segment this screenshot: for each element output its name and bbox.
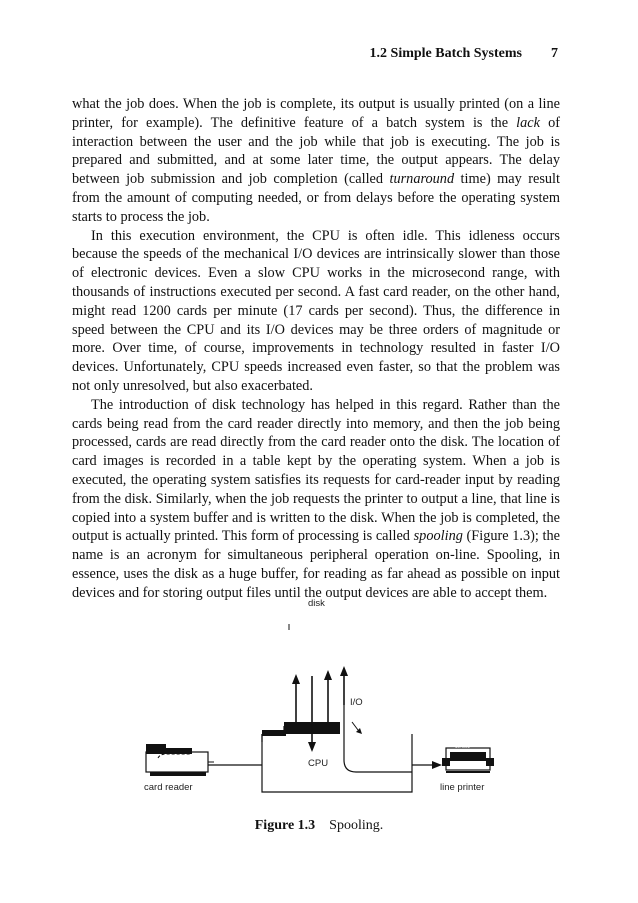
text-run: of interaction between the user and the job while that job is executing. The job is prepared and submitted, and at some later time, the output appears. The delay between job submission and job completion (called: [72, 114, 560, 188]
line-printer-icon: [442, 748, 494, 772]
text-run: what the job does. When the job is complete, its output is usually printed (on a line printer, for example). The definitive feature of a batch system is the: [72, 96, 560, 131]
caption-text: Spooling.: [329, 818, 384, 833]
arrow-up-2: [324, 670, 332, 680]
italic-term: spooling: [413, 528, 463, 545]
italic-term: turnaround: [389, 171, 455, 188]
page-number: 7: [551, 46, 558, 61]
arrow-to-printer: [432, 761, 442, 769]
text-run: (Figure 1.3); the name is an acronym for simultaneous peripheral operation on-line. Spooling, in essence, uses the disk as a huge buffer, for reading as far ahead as possible on input devices and for storing output files until the output devices are able to accept them.: [72, 528, 560, 601]
caption-number: Figure 1.3: [254, 818, 316, 833]
card-reader-label: card reader: [144, 782, 193, 793]
text-run: time) may result from the amount of computing needed, or from delays before the operating system starts to process the job.: [72, 171, 560, 225]
figure-caption: [0, 818, 638, 834]
io-label: I/O: [350, 697, 363, 708]
cpu-box: [262, 734, 412, 792]
text-run: The introduction of disk technology has helped in this regard. Rather than the cards being read from the card reader directly into memory, and then the job being processed, cards are read directly from the card reader onto the disk. The location of card images is recorded in a table kept by the operating system. When a job is executed, the operating system satisfies its requests for card-reader input by reading from the disk. Similarly, when the job requests the printer to output a line, that line is copied into a system buffer and is written to the disk. When the job is completed, the output is actually printed. This form of processing is called: [72, 396, 560, 545]
arrow-up-1: [292, 674, 300, 684]
italic-term: lack: [516, 114, 540, 131]
arrow-up-3: [340, 666, 348, 676]
online-label: on-line: [455, 744, 471, 750]
output-channel: [344, 705, 412, 772]
text-run: In this execution environment, the CPU is often idle. This idleness occurs because the speeds of the mechanical I/O devices are intrinsically slower than those of electronic devices. Even a slow CPU works in the microsecond range, with thousands of instructions executed per second. A fast card reader, on the other hand, might read 1200 cards per minute (17 cards per second). Thus, the difference in speed between the CPU and its I/O devices may be three orders of magnitude or more. Over time, of course, improvements in technology resulted in faster I/O devices. Unfortunately, CPU speeds increased even faster, so that the problem was not only unresolved, but also exacerbated.: [72, 227, 560, 394]
disk-label: disk: [308, 598, 325, 609]
cpu-label: CPU: [308, 758, 329, 769]
card-reader-icon: [146, 744, 214, 776]
line-printer-label: line printer: [440, 782, 485, 793]
arrow-down: [308, 742, 316, 752]
buffer-bar-left: [262, 730, 286, 736]
running-title: 1.2 Simple Batch Systems: [369, 46, 522, 61]
